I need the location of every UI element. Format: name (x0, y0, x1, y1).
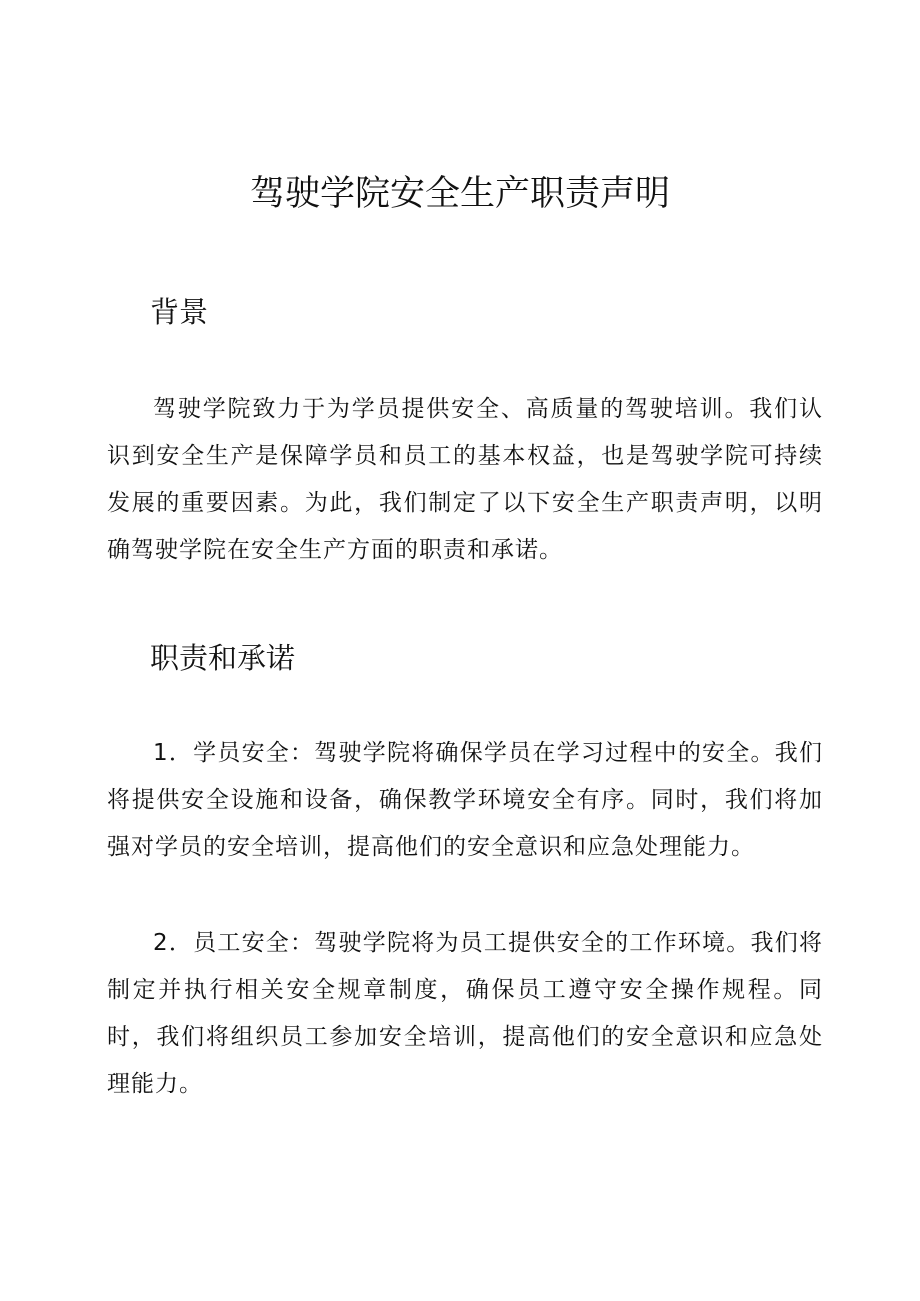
document-title: 驾驶学院安全生产职责声明 (249, 174, 670, 214)
responsibility-paragraph-staff-safety: 2．员工安全：驾驶学院将为员工提供安全的工作环境。我们将制定并执行相关安全规章制度，确保员工遵守安全操作规程。同时，我们将组织员工参加安全培训，提高他们的安全意识和应急处理能力。 (107, 930, 823, 1097)
section-heading-background: 背景 (150, 295, 209, 329)
responsibility-paragraph-student-safety: 1．学员安全：驾驶学院将确保学员在学习过程中的安全。我们将提供安全设施和设备，确保教学环境安全有序。同时，我们将加强对学员的安全培训，提高他们的安全意识和应急处理能力。 (107, 740, 823, 860)
background-paragraph: 驾驶学院致力于为学员提供安全、高质量的驾驶培训。我们认识到安全生产是保障学员和员工的基本权益，也是驾驶学院可持续发展的重要因素。为此，我们制定了以下安全生产职责声明，以明确驾驶学院在安全生产方面的职责和承诺。 (107, 396, 823, 563)
section-heading-responsibilities: 职责和承诺 (150, 641, 296, 675)
